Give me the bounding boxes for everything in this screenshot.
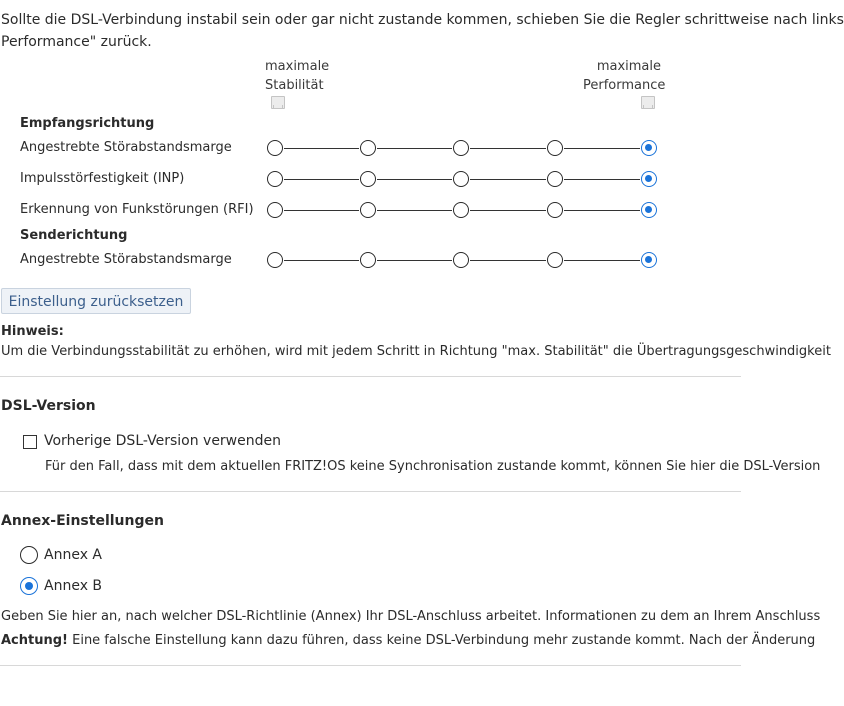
slider-step-4-radio[interactable] <box>547 202 563 218</box>
slider-left-end-label <box>265 57 329 95</box>
slider-track-segment <box>284 210 359 211</box>
slider-track-segment <box>470 210 546 211</box>
right-end-line-1: maximale <box>596 59 661 74</box>
slider-track-segment <box>284 148 359 149</box>
annex-info-text: Geben Sie hier an, nach welcher DSL-Richtlinie (Annex) Ihr DSL-Anschluss arbeitet. Informationen zu dem an Ihrem Anschluss <box>1 609 821 624</box>
slider-label-send-snr: Angestrebte Störabstandsmarge <box>20 252 232 267</box>
slider-right-end-label <box>583 57 666 95</box>
slider-step-4-radio[interactable] <box>547 140 563 156</box>
slider-track-segment <box>470 179 546 180</box>
slider-track-segment <box>377 179 452 180</box>
slider-step-4-radio[interactable] <box>547 252 563 268</box>
slider-label-rfi: Erkennung von Funkstörungen (RFI) <box>20 202 254 217</box>
group-receive-label: Empfangsrichtung <box>20 116 155 131</box>
slider-step-5-radio[interactable] <box>641 171 657 187</box>
dsl-version-title: DSL-Version <box>1 398 96 414</box>
slider-step-3-radio[interactable] <box>453 171 469 187</box>
slider-step-3-radio[interactable] <box>453 140 469 156</box>
annex-warning-text: Eine falsche Einstellung kann dazu führen, dass keine DSL-Verbindung mehr zustande kommt. Nach der Änderung <box>67 633 816 648</box>
annex-b-label[interactable]: Annex B <box>44 578 103 594</box>
previous-dsl-version-label[interactable]: Vorherige DSL-Version verwenden <box>44 433 281 449</box>
intro-text <box>1 9 844 53</box>
slider-step-3-radio[interactable] <box>453 202 469 218</box>
reset-settings-button[interactable]: Einstellung zurücksetzen <box>1 288 191 314</box>
slider-step-2-radio[interactable] <box>360 252 376 268</box>
slider-step-1-radio[interactable] <box>267 202 283 218</box>
left-end-marker-icon <box>271 96 285 109</box>
slider-track-segment <box>470 148 546 149</box>
slider-track-segment <box>564 179 640 180</box>
intro-line-2: Performance" zurück. <box>1 34 152 50</box>
dsl-version-description: Für den Fall, dass mit dem aktuellen FRITZ!OS keine Synchronisation zustande kommt, können Sie hier die DSL-Version <box>45 459 821 474</box>
slider-step-2-radio[interactable] <box>360 171 376 187</box>
slider-track-segment <box>284 260 359 261</box>
annex-warning-bold: Achtung! <box>1 633 68 648</box>
right-end-line-2: Performance <box>583 78 666 93</box>
intro-line-1: Sollte die DSL-Verbindung instabil sein oder gar nicht zustande kommen, schieben Sie die Regler schrittweise nach links <box>1 12 844 28</box>
annex-a-radio[interactable] <box>20 546 38 564</box>
slider-track-segment <box>377 210 452 211</box>
annex-b-radio[interactable] <box>20 577 38 595</box>
slider-step-1-radio[interactable] <box>267 252 283 268</box>
divider-1 <box>0 376 741 377</box>
slider-track-segment <box>284 179 359 180</box>
slider-track-segment <box>564 210 640 211</box>
divider-2 <box>0 491 741 492</box>
slider-track-segment <box>377 260 452 261</box>
slider-label-inp: Impulsstörfestigkeit (INP) <box>20 171 185 186</box>
slider-label-receive-snr: Angestrebte Störabstandsmarge <box>20 140 232 155</box>
slider-step-1-radio[interactable] <box>267 140 283 156</box>
slider-step-5-radio[interactable] <box>641 140 657 156</box>
right-end-marker-icon <box>641 96 655 109</box>
annex-a-label[interactable]: Annex A <box>44 547 103 563</box>
slider-track-segment <box>564 148 640 149</box>
slider-step-1-radio[interactable] <box>267 171 283 187</box>
slider-step-2-radio[interactable] <box>360 202 376 218</box>
slider-step-5-radio[interactable] <box>641 202 657 218</box>
hint-title: Hinweis: <box>1 324 64 339</box>
annex-title: Annex-Einstellungen <box>1 513 164 529</box>
previous-dsl-version-checkbox[interactable] <box>23 435 37 449</box>
group-send-label: Senderichtung <box>20 228 128 243</box>
slider-track-segment <box>470 260 546 261</box>
slider-track-segment <box>564 260 640 261</box>
left-end-line-2: Stabilität <box>265 78 324 93</box>
left-end-line-1: maximale <box>265 59 330 74</box>
slider-step-3-radio[interactable] <box>453 252 469 268</box>
slider-step-2-radio[interactable] <box>360 140 376 156</box>
annex-warning <box>1 633 816 648</box>
slider-step-4-radio[interactable] <box>547 171 563 187</box>
slider-step-5-radio[interactable] <box>641 252 657 268</box>
divider-3 <box>0 665 741 666</box>
slider-track-segment <box>377 148 452 149</box>
hint-text: Um die Verbindungsstabilität zu erhöhen, wird mit jedem Schritt in Richtung "max. Stabilität" die Übertragungsgeschwindigkeit <box>1 344 831 359</box>
